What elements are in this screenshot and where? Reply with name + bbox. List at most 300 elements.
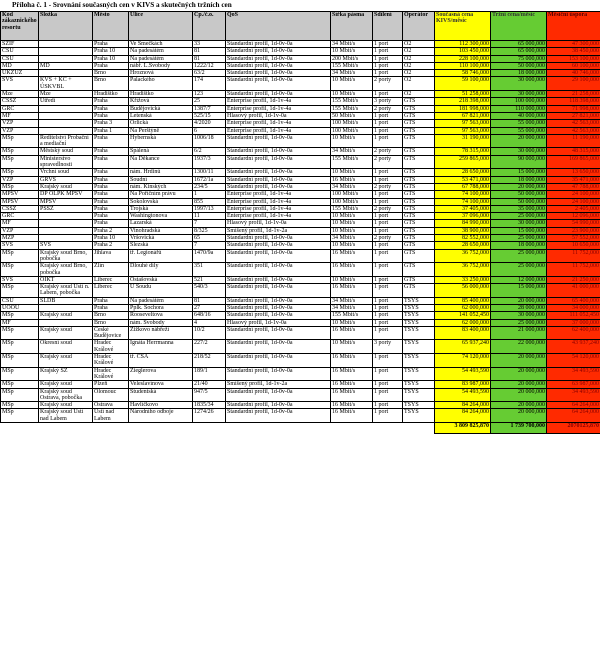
cell-number: 81	[193, 55, 226, 62]
col-header-market-price: Tržní cena/měsíc	[491, 12, 547, 41]
price-comparison-table	[0, 11, 600, 434]
cell-number: 1387/7	[193, 105, 226, 112]
cell-code: VZP	[1, 127, 39, 134]
cell-code: MF	[1, 319, 39, 326]
cell-number: 174	[193, 77, 226, 91]
col-header-number: Čp./č.o.	[193, 12, 226, 41]
cell-qos: Standardní profil, 1d-0v-0a	[226, 77, 331, 91]
cell-market-price: 20 000,000	[491, 183, 547, 190]
cell-sharing: 1 port	[373, 120, 403, 127]
cell-qos: Enterprise profil, 1d-1v-4a	[226, 205, 331, 212]
table-row	[1, 183, 600, 190]
cell-qos: Standardní profil, 1d-0v-0a	[226, 312, 331, 319]
cell-code: ČSÚ	[1, 55, 39, 62]
cell-number: 11	[193, 213, 226, 220]
cell-code: VZP	[1, 227, 39, 234]
cell-operator: GTS	[403, 127, 435, 134]
cell-street: Dlouhé díly	[129, 263, 193, 277]
cell-current-price: 141 052,450	[435, 312, 491, 319]
cell-bandwidth: 16 Mbit/s	[331, 249, 373, 263]
cell-sharing: 1 port	[373, 263, 403, 277]
cell-bandwidth: 100 Mbit/s	[331, 198, 373, 205]
cell-qos: Smíšený profil, 1d-1v-2a	[226, 227, 331, 234]
cell-qos: Standardní profil, 1d-0v-0a	[226, 169, 331, 176]
cell-savings: 11 752,000	[547, 263, 600, 277]
cell-savings: 24 100,000	[547, 198, 600, 205]
cell-code: MSp	[1, 263, 39, 277]
cell-operator: TSYS	[403, 304, 435, 311]
cell-bandwidth: 10 Mbit/s	[331, 169, 373, 176]
cell-savings: 34 000,000	[547, 304, 600, 311]
cell-current-price: 56 000,000	[435, 284, 491, 298]
cell-unit	[39, 112, 93, 119]
cell-city: Plzeň	[93, 381, 129, 388]
cell-bandwidth: 10 Mbit/s	[331, 77, 373, 91]
cell-savings: 27 821,000	[547, 112, 600, 119]
table-row	[1, 205, 600, 212]
cell-market-price: 20 000,000	[491, 381, 547, 388]
cell-code: SVS	[1, 276, 39, 283]
cell-city: Praha	[93, 134, 129, 148]
table-row	[1, 249, 600, 263]
cell-code: MSp	[1, 381, 39, 388]
cell-current-price: 97 563,000	[435, 120, 491, 127]
table-row	[1, 112, 600, 119]
cell-city: Praha	[93, 169, 129, 176]
cell-current-price: 37 405,000	[435, 205, 491, 212]
cell-sharing: 1 port	[373, 55, 403, 62]
cell-market-price: 20 000,000	[491, 134, 547, 148]
cell-current-price: 62 000,000	[435, 319, 491, 326]
cell-number: 525/15	[193, 112, 226, 119]
cell-current-price: 228 100,000	[435, 55, 491, 62]
cell-sharing: 1 port	[373, 367, 403, 381]
cell-current-price: 97 563,000	[435, 127, 491, 134]
cell-qos: Standardní profil, 1d-0v-0a	[226, 354, 331, 368]
cell-unit: GŘVS	[39, 176, 93, 183]
cell-qos: Standardní profil, 1d-0v-0a	[226, 62, 331, 69]
cell-qos: Standardní profil, 1d-0v-0a	[226, 304, 331, 311]
cell-bandwidth: 10 Mbit/s	[331, 227, 373, 234]
cell-market-price: 20 000,000	[491, 354, 547, 368]
cell-qos: Standardní profil, 1d-0v-0a	[226, 276, 331, 283]
cell-street: Hybernská	[129, 134, 193, 148]
cell-bandwidth: 155 Mbit/s	[331, 98, 373, 105]
table-row	[1, 388, 600, 402]
table-row	[1, 297, 600, 304]
cell-code: GŘC	[1, 105, 39, 112]
cell-sharing: 3 porty	[373, 340, 403, 354]
cell-sharing: 1 port	[373, 409, 403, 423]
cell-current-price: 112 300,000	[435, 41, 491, 48]
cell-street: Zieglerova	[129, 367, 193, 381]
totals-spacer	[1, 423, 435, 434]
cell-city: Hradec Králové	[93, 367, 129, 381]
cell-street: Studentská	[129, 388, 193, 402]
cell-savings: 40 746,000	[547, 70, 600, 77]
cell-market-price: 25 000,000	[491, 263, 547, 277]
cell-city: Liberec	[93, 276, 129, 283]
cell-qos: Standardní profil, 1d-0v-0a	[226, 284, 331, 298]
cell-number: 8/325	[193, 227, 226, 234]
cell-qos: Standardní profil, 1d-0v-0a	[226, 249, 331, 263]
cell-market-price: 30 000,000	[491, 148, 547, 155]
cell-number: 7	[193, 242, 226, 249]
cell-city: Praha 10	[93, 55, 129, 62]
cell-street: Slezská	[129, 242, 193, 249]
cell-operator: TSYS	[403, 381, 435, 388]
cell-bandwidth: 155 Mbit/s	[331, 312, 373, 319]
cell-bandwidth: 34 Mbit/s	[331, 183, 373, 190]
cell-bandwidth: 100 Mbit/s	[331, 127, 373, 134]
cell-savings: 63 987,000	[547, 381, 600, 388]
table-row	[1, 48, 600, 55]
cell-city: Praha 2	[93, 242, 129, 249]
cell-current-price: 84 264,000	[435, 402, 491, 409]
table-body	[1, 41, 600, 423]
cell-street: Hradištko	[129, 91, 193, 98]
cell-city: Hradec Králové	[93, 340, 129, 354]
table-row	[1, 276, 600, 283]
cell-qos: Standardní profil, 1d-0v-0a	[226, 388, 331, 402]
cell-number: 521	[193, 276, 226, 283]
cell-market-price: 110 000,000	[491, 105, 547, 112]
cell-street: Veleslavínova	[129, 381, 193, 388]
cell-operator: TSYS	[403, 312, 435, 319]
cell-number: 21/40	[193, 381, 226, 388]
table-row	[1, 176, 600, 183]
cell-street: nám. Hrdinů	[129, 169, 193, 176]
cell-sharing: 1 port	[373, 312, 403, 319]
table-row	[1, 198, 600, 205]
cell-current-price: 53 471,000	[435, 176, 491, 183]
cell-street: Vršovická	[129, 235, 193, 242]
cell-qos: Standardní profil, 1d-0v-0a	[226, 134, 331, 148]
cell-savings: 23 900,000	[547, 227, 600, 234]
cell-bandwidth: 16 Mbit/s	[331, 409, 373, 423]
cell-current-price: 28 650,000	[435, 169, 491, 176]
cell-unit	[39, 120, 93, 127]
cell-savings: 64 264,000	[547, 402, 600, 409]
cell-savings: 42 563,000	[547, 120, 600, 127]
cell-street: Spálená	[129, 148, 193, 155]
cell-number: 65	[193, 235, 226, 242]
total-market-price: 1 739 700,000	[491, 423, 547, 434]
cell-number: 1835/34	[193, 402, 226, 409]
cell-qos: Standardní profil, 1d-0v-0a	[226, 409, 331, 423]
cell-street: Havlíčkovo	[129, 402, 193, 409]
cell-code: ČSSZ	[1, 98, 39, 105]
cell-current-price: 36 752,000	[435, 249, 491, 263]
total-savings: 2070125,870	[547, 423, 600, 434]
cell-code: MF	[1, 220, 39, 227]
cell-market-price: 15 000,000	[491, 227, 547, 234]
col-header-qos: QoS	[226, 12, 331, 41]
table-row	[1, 304, 600, 311]
cell-number: 1300/11	[193, 169, 226, 176]
cell-street: Letenská	[129, 112, 193, 119]
cell-unit: Krajský soud Ústí nad Labem	[39, 409, 93, 423]
table-row	[1, 381, 600, 388]
cell-bandwidth: 16 Mbit/s	[331, 381, 373, 388]
cell-qos: Standardní profil, 1d-0v-0a	[226, 183, 331, 190]
cell-qos: Standardní profil, 1d-0v-0a	[226, 242, 331, 249]
cell-city: Praha	[93, 155, 129, 169]
cell-street: Ve Smečkách	[129, 41, 193, 48]
cell-street: Sokolovská	[129, 198, 193, 205]
cell-operator: GTS	[403, 205, 435, 212]
cell-savings: 43 937,240	[547, 340, 600, 354]
cell-current-price: 54 493,590	[435, 367, 491, 381]
cell-code: MSp	[1, 284, 39, 298]
table-row	[1, 242, 600, 249]
cell-bandwidth: 100 Mbit/s	[331, 120, 373, 127]
cell-market-price: 20 000,000	[491, 402, 547, 409]
cell-savings: 34 493,590	[547, 367, 600, 381]
cell-city: Praha	[93, 105, 129, 112]
cell-sharing: 1 port	[373, 134, 403, 148]
cell-street: Pplk. Sochora	[129, 304, 193, 311]
cell-savings: 41 000,000	[547, 284, 600, 298]
cell-sharing: 1 port	[373, 402, 403, 409]
cell-unit: MD	[39, 62, 93, 69]
cell-street: nám. Svobody	[129, 319, 193, 326]
cell-operator: GTS	[403, 98, 435, 105]
cell-code: GŘC	[1, 213, 39, 220]
col-header-bandwidth: Šířka pásma	[331, 12, 373, 41]
cell-qos: Standardní profil, 1d-0v-0a	[226, 326, 331, 340]
cell-qos: Standardní profil, 1d-0v-0a	[226, 48, 331, 55]
cell-sharing: 3 porty	[373, 98, 403, 105]
cell-savings: 11 752,000	[547, 249, 600, 263]
cell-market-price: 15 000,000	[491, 284, 547, 298]
cell-city: Praha 10	[93, 48, 129, 55]
cell-bandwidth: 10 Mbit/s	[331, 134, 373, 148]
cell-savings: 64 264,000	[547, 409, 600, 423]
cell-unit: Ministerstvo spravedlnosti	[39, 155, 93, 169]
cell-city: Praha 1	[93, 127, 129, 134]
cell-sharing: 1 port	[373, 213, 403, 220]
cell-sharing: 1 port	[373, 176, 403, 183]
cell-unit	[39, 48, 93, 55]
cell-current-price: 62 000,000	[435, 304, 491, 311]
cell-number: 6	[193, 127, 226, 134]
cell-unit: SVS	[39, 242, 93, 249]
cell-code: MSp	[1, 183, 39, 190]
cell-savings: 153 100,000	[547, 55, 600, 62]
cell-current-price: 259 865,000	[435, 155, 491, 169]
cell-street: tř. Legionářů	[129, 249, 193, 263]
cell-current-price: 36 752,000	[435, 263, 491, 277]
cell-city: Brno	[93, 77, 129, 91]
cell-qos: Hlasový profil, 1d-1v-0a	[226, 112, 331, 119]
cell-number: 63/2	[193, 70, 226, 77]
cell-savings: 42 563,000	[547, 127, 600, 134]
cell-operator: GTS	[403, 242, 435, 249]
cell-operator: GTS	[403, 213, 435, 220]
cell-number: 27	[193, 304, 226, 311]
cell-operator: TSYS	[403, 297, 435, 304]
cell-qos: Standardní profil, 1d-0v-0a	[226, 235, 331, 242]
cell-code: MŽP	[1, 235, 39, 242]
cell-operator: GTS	[403, 105, 435, 112]
cell-street: Křížová	[129, 98, 193, 105]
cell-market-price: 55 000,000	[491, 127, 547, 134]
cell-sharing: 2 porty	[373, 105, 403, 112]
cell-unit: Krajský soud	[39, 402, 93, 409]
cell-code: VZP	[1, 176, 39, 183]
cell-current-price: 84 990,000	[435, 220, 491, 227]
cell-market-price: 50 000,000	[491, 62, 547, 69]
cell-unit: Okresní soud	[39, 340, 93, 354]
cell-operator: TSYS	[403, 340, 435, 354]
cell-number: 1470/9a	[193, 249, 226, 263]
cell-street: Na padesátém	[129, 48, 193, 55]
cell-sharing: 1 port	[373, 127, 403, 134]
cell-qos: Enterprise profil, 1d-1v-4a	[226, 98, 331, 105]
cell-savings: 21 258,000	[547, 91, 600, 98]
cell-unit	[39, 70, 93, 77]
cell-street: Na Poříčním právu	[129, 191, 193, 198]
cell-operator: GTS	[403, 198, 435, 205]
cell-market-price: 65 000,000	[491, 48, 547, 55]
cell-sharing: 1 port	[373, 48, 403, 55]
cell-bandwidth: 200 Mbit/s	[331, 55, 373, 62]
cell-operator: O2	[403, 77, 435, 91]
cell-bandwidth: 16 Mbit/s	[331, 354, 373, 368]
cell-bandwidth: 155 Mbit/s	[331, 62, 373, 69]
cell-street: Soudní	[129, 176, 193, 183]
cell-code: MD	[1, 62, 39, 69]
cell-sharing: 2 porty	[373, 155, 403, 169]
cell-unit	[39, 127, 93, 134]
cell-unit	[39, 235, 93, 242]
table-row	[1, 120, 600, 127]
cell-unit: OIKT	[39, 276, 93, 283]
cell-bandwidth: 10 Mbit/s	[331, 213, 373, 220]
cell-savings: 29 100,000	[547, 77, 600, 91]
cell-qos: Standardní profil, 1d-0v-0a	[226, 155, 331, 169]
cell-code: MPSV	[1, 191, 39, 198]
cell-market-price: 20 000,000	[491, 297, 547, 304]
cell-qos: Smíšený profil, 1d-1v-2a	[226, 381, 331, 388]
col-header-unit: Složka	[39, 12, 93, 41]
cell-code: VZP	[1, 120, 39, 127]
cell-street: Žižkovo nábřeží	[129, 326, 193, 340]
cell-street: Na padesátém	[129, 55, 193, 62]
cell-city: Brno	[93, 319, 129, 326]
total-current-price: 3 809 825,870	[435, 423, 491, 434]
cell-sharing: 1 port	[373, 169, 403, 176]
cell-city: Praha 10	[93, 235, 129, 242]
cell-street: Ostašovská	[129, 276, 193, 283]
cell-bandwidth: 34 Mbit/s	[331, 235, 373, 242]
cell-unit: Krajský SZ	[39, 367, 93, 381]
cell-current-price: 85 400,000	[435, 297, 491, 304]
cell-operator: TSYS	[403, 326, 435, 340]
cell-market-price: 55 000,000	[491, 120, 547, 127]
totals-row	[1, 423, 600, 434]
cell-unit: Krajský soud	[39, 183, 93, 190]
cell-number: 33	[193, 41, 226, 48]
cell-unit: SLDB	[39, 297, 93, 304]
cell-city: Praha	[93, 112, 129, 119]
table-row	[1, 235, 600, 242]
cell-unit: PSSZ	[39, 205, 93, 212]
table-row	[1, 326, 600, 340]
cell-unit: Městský soud	[39, 148, 93, 155]
cell-market-price: 30 000,000	[491, 77, 547, 91]
cell-street: U Soudu	[129, 284, 193, 298]
cell-code: ÚKZÚZ	[1, 70, 39, 77]
cell-sharing: 2 porty	[373, 148, 403, 155]
cell-sharing: 1 port	[373, 227, 403, 234]
cell-sharing: 1 port	[373, 381, 403, 388]
cell-operator: GTS	[403, 148, 435, 155]
cell-number: 1222/12	[193, 62, 226, 69]
cell-current-price: 51 258,000	[435, 91, 491, 98]
cell-street: nám. Kinských	[129, 183, 193, 190]
cell-current-price: 83 400,000	[435, 326, 491, 340]
cell-operator: O2	[403, 62, 435, 69]
cell-bandwidth: 10 Mbit/s	[331, 220, 373, 227]
cell-current-price: 54 493,590	[435, 388, 491, 402]
cell-operator: GTS	[403, 176, 435, 183]
cell-savings: 48 315,000	[547, 148, 600, 155]
cell-operator: GTS	[403, 134, 435, 148]
cell-unit: Krajský soud	[39, 381, 93, 388]
cell-unit	[39, 55, 93, 62]
cell-city: Praha 2	[93, 227, 129, 234]
cell-street: tř. ČSA	[129, 354, 193, 368]
cell-street: Budějovická	[129, 105, 193, 112]
cell-number: 1997/13	[193, 205, 226, 212]
cell-sharing: 1 port	[373, 220, 403, 227]
cell-qos: Enterprise profil, 1d-1v-4a	[226, 120, 331, 127]
cell-number: 1672/1a	[193, 176, 226, 183]
table-row	[1, 155, 600, 169]
cell-operator: GTS	[403, 227, 435, 234]
cell-number: 123	[193, 91, 226, 98]
cell-market-price: 20 000,000	[491, 409, 547, 423]
header-row	[1, 12, 600, 41]
cell-market-price: 12 000,000	[491, 276, 547, 283]
cell-market-price: 30 000,000	[491, 220, 547, 227]
cell-city: Ústí nad Labem	[93, 409, 129, 423]
cell-city: Ostrava	[93, 402, 129, 409]
cell-code: ČSÚ	[1, 48, 39, 55]
cell-savings: 57 552,000	[547, 235, 600, 242]
cell-number: 189/1	[193, 367, 226, 381]
cell-street: Orlická	[129, 120, 193, 127]
table-row	[1, 284, 600, 298]
cell-savings: 13 650,000	[547, 169, 600, 176]
cell-bandwidth: 10 Mbit/s	[331, 340, 373, 354]
cell-market-price: 20 000,000	[491, 367, 547, 381]
cell-sharing: 2 porty	[373, 205, 403, 212]
cell-city: Praha 3	[93, 120, 129, 127]
cell-bandwidth: 10 Mbit/s	[331, 48, 373, 55]
cell-operator: TSYS	[403, 354, 435, 368]
cell-sharing: 1 port	[373, 326, 403, 340]
cell-code: MSp	[1, 155, 39, 169]
cell-number: 10/2	[193, 326, 226, 340]
cell-sharing: 1 port	[373, 70, 403, 77]
table-row	[1, 62, 600, 69]
cell-current-price: 58 746,000	[435, 70, 491, 77]
cell-qos: Enterprise profil, 1d-1v-4a	[226, 127, 331, 134]
cell-unit: Vrchní soud	[39, 169, 93, 176]
